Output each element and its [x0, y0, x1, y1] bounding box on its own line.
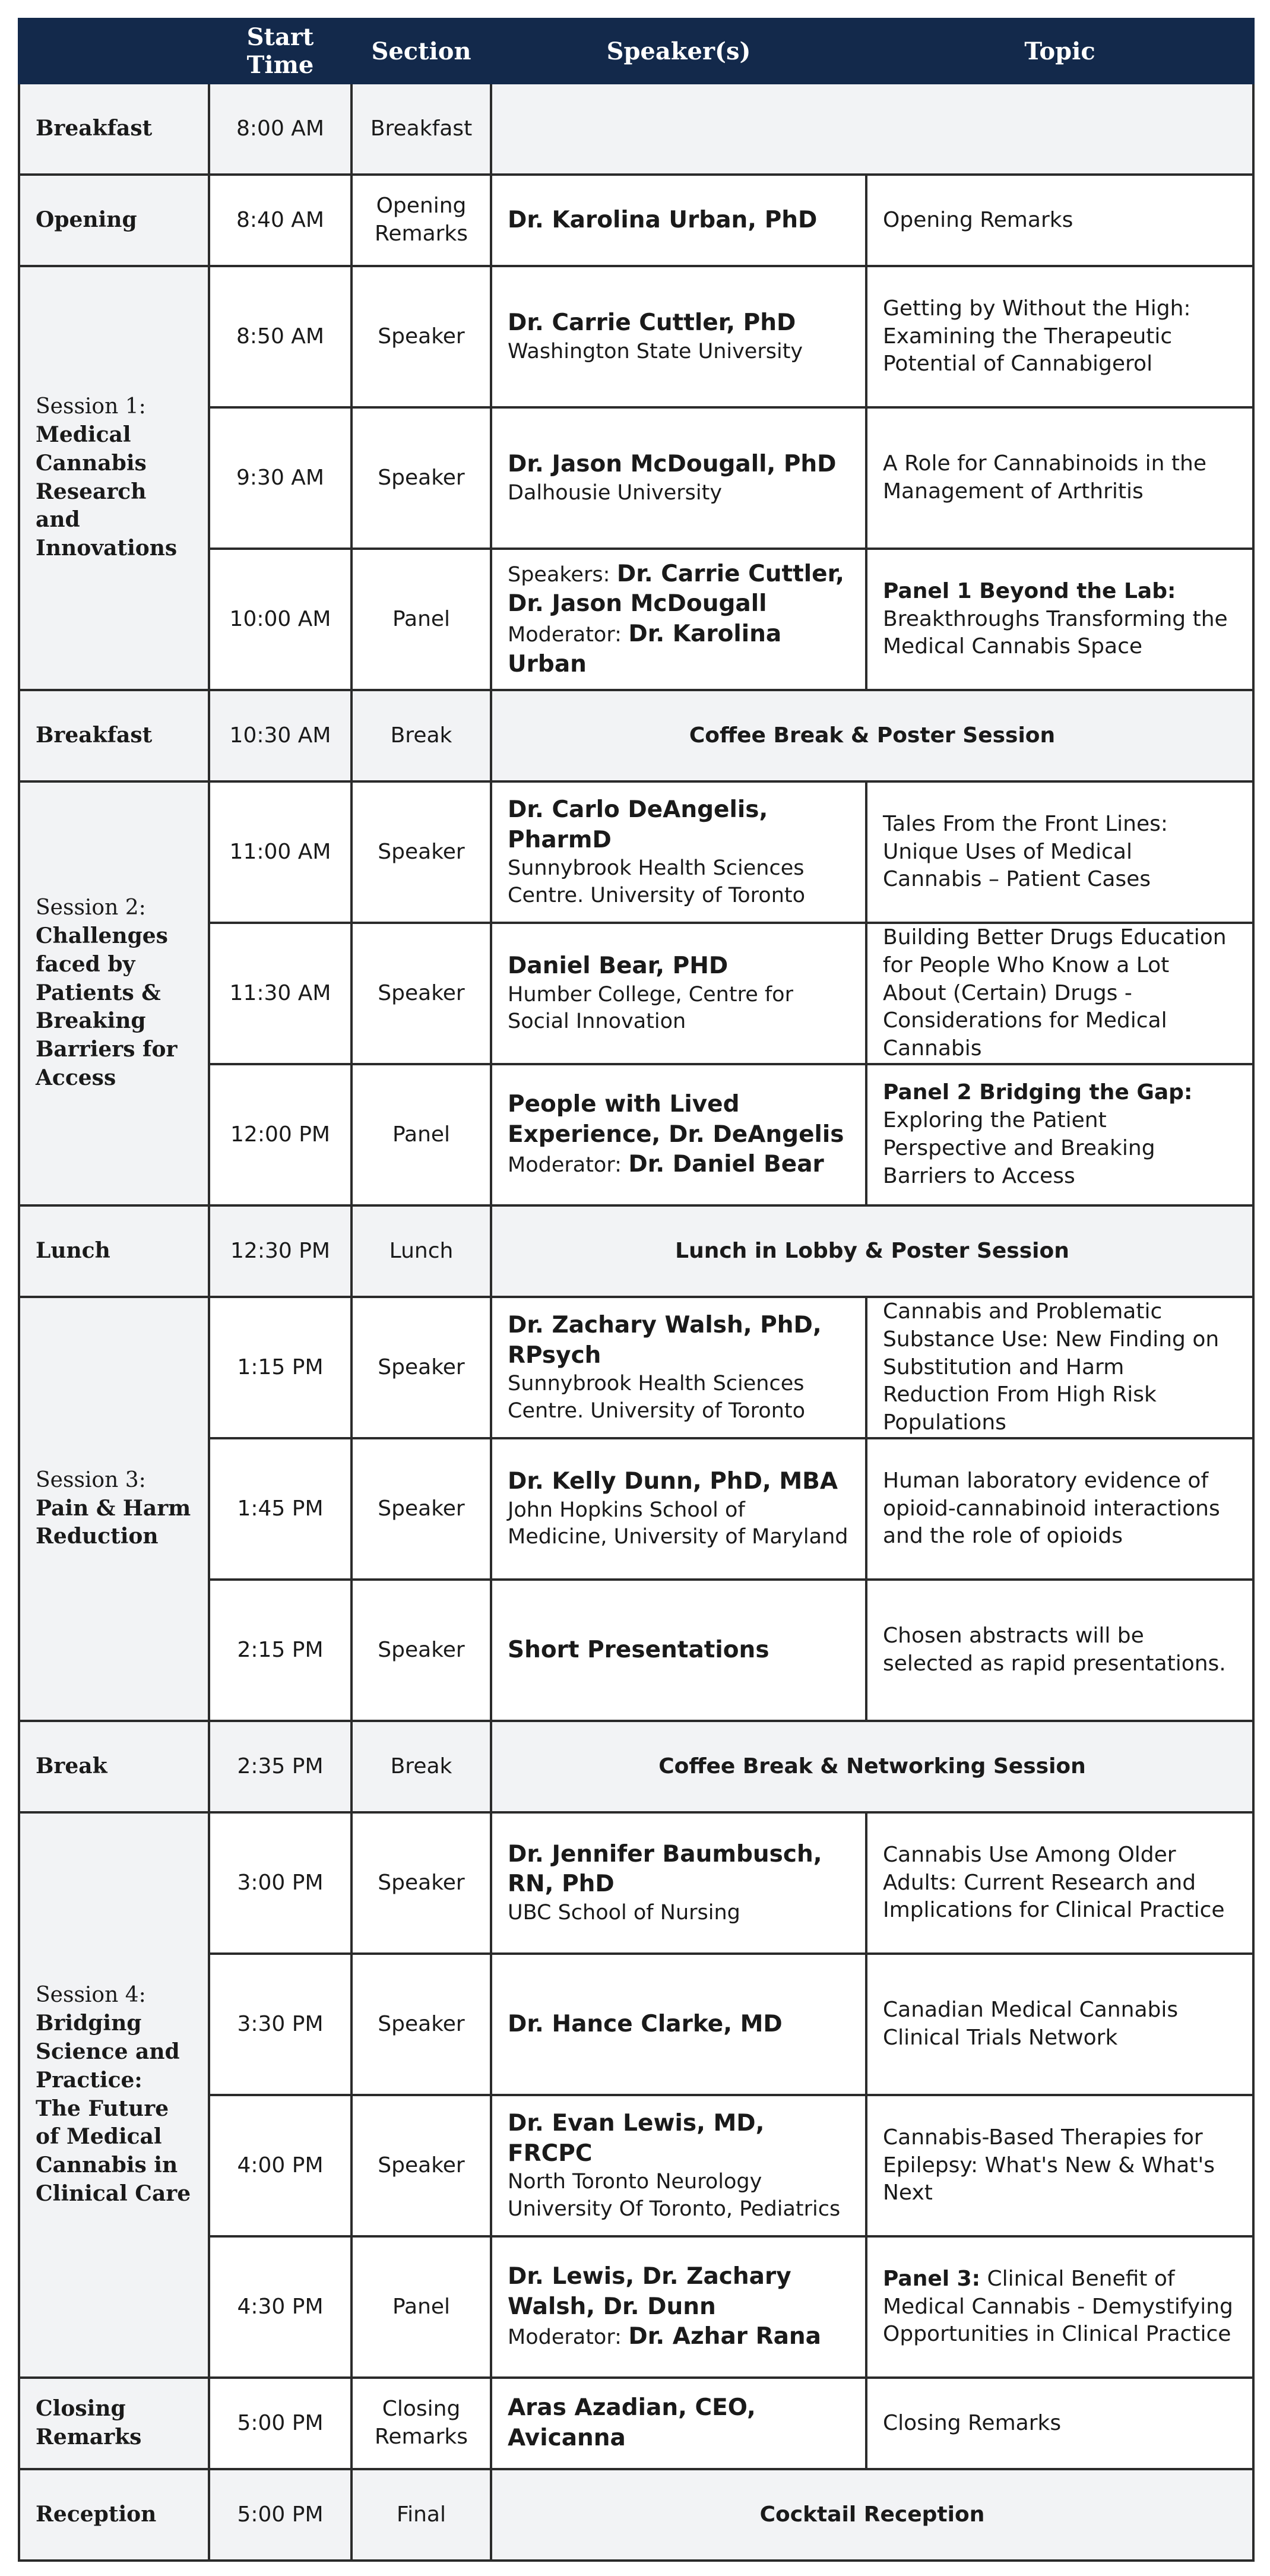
speaker-name: Dr. Carrie Cuttler, PhD	[508, 309, 796, 336]
session-number: Session 4:	[36, 1983, 146, 2008]
speakers-label: Speakers:	[508, 562, 610, 587]
moderator-label: Moderator:	[508, 2325, 622, 2350]
panel-title: Panel 2 Bridging the Gap:	[883, 1080, 1193, 1105]
topic-cell: Chosen abstracts will be selected as rapid presentations.	[866, 1580, 1253, 1721]
event-cell: Lunch in Lobby & Poster Session	[491, 1205, 1253, 1297]
speaker-name: Dr. Hance Clarke, MD	[508, 2010, 783, 2037]
block-label: Reception	[19, 2469, 209, 2561]
speaker-org: Sunnybrook Health Sciences Centre. University of Toronto	[508, 1372, 806, 1423]
empty-cell	[491, 83, 1253, 175]
schedule-wrapper	[18, 18, 1252, 2562]
speaker-cell	[491, 923, 866, 1064]
section-type: Speaker	[351, 2095, 491, 2236]
session-title: Medical Cannabis Research and Innovations	[36, 422, 178, 561]
header-start-time: Start Time	[209, 19, 351, 83]
start-time: 1:45 PM	[209, 1438, 351, 1580]
speaker-org: Sunnybrook Health Sciences Centre. University of Toronto	[508, 856, 806, 907]
panel-speakers: People with Lived Experience, Dr. DeAngelis	[508, 1090, 844, 1148]
start-time: 5:00 PM	[209, 2469, 351, 2561]
speaker-cell	[491, 2095, 866, 2236]
section-type: Speaker	[351, 266, 491, 407]
speaker-cell	[491, 2378, 866, 2469]
start-time: 12:30 PM	[209, 1205, 351, 1297]
topic-cell: Human laboratory evidence of opioid-cannabinoid interactions and the role of opioids	[866, 1438, 1253, 1580]
moderator-name: Dr. Daniel Bear	[628, 1151, 824, 1178]
topic-cell	[866, 2236, 1253, 2378]
start-time: 10:30 AM	[209, 690, 351, 781]
table-row	[19, 1205, 1253, 1297]
topic-cell: Tales From the Front Lines: Unique Uses of Medical Cannabis – Patient Cases	[866, 781, 1253, 923]
speaker-name: Dr. Jason McDougall, PhD	[508, 450, 837, 477]
table-row	[19, 175, 1253, 266]
block-label: Opening	[19, 175, 209, 266]
header-speakers: Speaker(s)	[491, 19, 866, 83]
speaker-name: Dr. Kelly Dunn, PhD, MBA	[508, 1468, 838, 1495]
speaker-cell	[491, 175, 866, 266]
panel-topic: Exploring the Patient Perspective and Breaking Barriers to Access	[883, 1108, 1155, 1188]
speaker-org: North Toronto Neurology University Of Toronto, Pediatrics	[508, 2170, 841, 2221]
topic-cell	[866, 1064, 1253, 1205]
session-title: Pain & Harm Reduction	[36, 1495, 191, 1549]
table-row	[19, 1812, 1253, 1954]
section-type: Speaker	[351, 1954, 491, 2095]
topic-cell	[866, 549, 1253, 690]
session-title: Bridging Science and Practice: The Future of Medical Cannabis in Clinical Care	[36, 2011, 191, 2206]
block-label: Lunch	[19, 1205, 209, 1297]
table-row	[19, 266, 1253, 407]
table-row	[19, 2469, 1253, 2561]
event-cell: Coffee Break & Poster Session	[491, 690, 1253, 781]
table-row	[19, 1721, 1253, 1812]
speaker-cell	[491, 1812, 866, 1954]
block-label: Break	[19, 1721, 209, 1812]
speaker-cell	[491, 1064, 866, 1205]
session-number: Session 1:	[36, 394, 146, 419]
start-time: 5:00 PM	[209, 2378, 351, 2469]
start-time: 11:30 AM	[209, 923, 351, 1064]
moderator-name: Dr. Azhar Rana	[628, 2323, 822, 2350]
session-number: Session 3:	[36, 1467, 146, 1492]
panel-title: Panel 3:	[883, 2266, 981, 2291]
block-label: Closing Remarks	[19, 2378, 209, 2469]
start-time: 9:30 AM	[209, 407, 351, 549]
session-label	[19, 1812, 209, 2378]
section-type: Break	[351, 1721, 491, 1812]
schedule-table	[18, 18, 1255, 2562]
speaker-cell	[491, 266, 866, 407]
section-type: Panel	[351, 549, 491, 690]
event-cell: Coffee Break & Networking Session	[491, 1721, 1253, 1812]
section-type: Speaker	[351, 1297, 491, 1438]
speaker-name: Dr. Zachary Walsh, PhD, RPsych	[508, 1311, 822, 1369]
speaker-org: Dalhousie University	[508, 480, 723, 505]
section-type: Closing Remarks	[351, 2378, 491, 2469]
topic-cell: Building Better Drugs Education for People Who Know a Lot About (Certain) Drugs - Considerations for Medical Cannabis	[866, 923, 1253, 1064]
header-row	[19, 19, 1253, 83]
start-time: 12:00 PM	[209, 1064, 351, 1205]
session-label	[19, 266, 209, 690]
section-type: Speaker	[351, 1580, 491, 1721]
speaker-name: Short Presentations	[508, 1636, 769, 1663]
speaker-org: Washington State University	[508, 339, 803, 363]
start-time: 8:50 AM	[209, 266, 351, 407]
moderator-name: Dr. Karolina Urban	[508, 621, 782, 678]
start-time: 8:00 AM	[209, 83, 351, 175]
start-time: 2:15 PM	[209, 1580, 351, 1721]
block-label: Breakfast	[19, 690, 209, 781]
section-type: Speaker	[351, 1438, 491, 1580]
topic-cell: Cannabis and Problematic Substance Use: New Finding on Substitution and Harm Reduction From High Risk Populations	[866, 1297, 1253, 1438]
speaker-name: Aras Azadian, CEO, Avicanna	[508, 2394, 756, 2451]
speaker-name: Dr. Karolina Urban, PhD	[508, 206, 818, 233]
speaker-name: Daniel Bear, PHD	[508, 952, 729, 980]
header-section: Section	[351, 19, 491, 83]
header-topic: Topic	[866, 19, 1253, 83]
panel-title: Panel 1 Beyond the Lab:	[883, 578, 1176, 603]
topic-cell: Cannabis Use Among Older Adults: Current Research and Implications for Clinical Practice	[866, 1812, 1253, 1954]
section-type: Lunch	[351, 1205, 491, 1297]
speaker-cell	[491, 2236, 866, 2378]
start-time: 3:30 PM	[209, 1954, 351, 2095]
panel-topic: Breakthroughs Transforming the Medical Cannabis Space	[883, 606, 1228, 659]
table-row	[19, 83, 1253, 175]
topic-cell: Opening Remarks	[866, 175, 1253, 266]
start-time: 4:30 PM	[209, 2236, 351, 2378]
speaker-org: Humber College, Centre for Social Innovation	[508, 982, 793, 1034]
table-row	[19, 1297, 1253, 1438]
header-block	[19, 19, 209, 83]
speaker-name: Dr. Carlo DeAngelis, PharmD	[508, 796, 768, 853]
topic-cell: Getting by Without the High: Examining the Therapeutic Potential of Cannabigerol	[866, 266, 1253, 407]
start-time: 4:00 PM	[209, 2095, 351, 2236]
table-row	[19, 2378, 1253, 2469]
moderator-label: Moderator:	[508, 623, 622, 647]
speaker-cell	[491, 1438, 866, 1580]
topic-cell: Closing Remarks	[866, 2378, 1253, 2469]
section-type: Opening Remarks	[351, 175, 491, 266]
speaker-cell	[491, 1954, 866, 2095]
topic-cell: Canadian Medical Cannabis Clinical Trials Network	[866, 1954, 1253, 2095]
speaker-name: Dr. Evan Lewis, MD, FRCPC	[508, 2109, 765, 2167]
start-time: 11:00 AM	[209, 781, 351, 923]
section-type: Panel	[351, 1064, 491, 1205]
speaker-cell	[491, 549, 866, 690]
panel-speakers: Dr. Lewis, Dr. Zachary Walsh, Dr. Dunn	[508, 2262, 791, 2320]
topic-cell: Cannabis-Based Therapies for Epilepsy: What's New & What's Next	[866, 2095, 1253, 2236]
speaker-cell	[491, 1580, 866, 1721]
start-time: 3:00 PM	[209, 1812, 351, 1954]
speaker-org: John Hopkins School of Medicine, University of Maryland	[508, 1498, 848, 1549]
speaker-name: Dr. Jennifer Baumbusch, RN, PhD	[508, 1840, 822, 1898]
session-label	[19, 1297, 209, 1721]
section-type: Break	[351, 690, 491, 781]
panel-speakers: Dr. Carrie Cuttler, Dr. Jason McDougall	[508, 560, 844, 618]
start-time: 2:35 PM	[209, 1721, 351, 1812]
table-row	[19, 690, 1253, 781]
speaker-org: UBC School of Nursing	[508, 1900, 740, 1925]
section-type: Speaker	[351, 923, 491, 1064]
start-time: 8:40 AM	[209, 175, 351, 266]
speaker-cell	[491, 407, 866, 549]
section-type: Speaker	[351, 1812, 491, 1954]
moderator-label: Moderator:	[508, 1153, 622, 1178]
block-label: Breakfast	[19, 83, 209, 175]
start-time: 10:00 AM	[209, 549, 351, 690]
event-cell: Cocktail Reception	[491, 2469, 1253, 2561]
section-type: Speaker	[351, 407, 491, 549]
section-type: Breakfast	[351, 83, 491, 175]
topic-cell: A Role for Cannabinoids in the Management of Arthritis	[866, 407, 1253, 549]
speaker-cell	[491, 1297, 866, 1438]
speaker-cell	[491, 781, 866, 923]
session-number: Session 2:	[36, 895, 146, 920]
start-time: 1:15 PM	[209, 1297, 351, 1438]
section-type: Final	[351, 2469, 491, 2561]
session-label	[19, 781, 209, 1205]
panel-topic: Clinical Benefit of Medical Cannabis - Demystifying Opportunities in Clinical Practice	[883, 2266, 1233, 2347]
section-type: Speaker	[351, 781, 491, 923]
session-title: Challenges faced by Patients & Breaking Barriers for Access	[36, 923, 178, 1090]
table-row	[19, 781, 1253, 923]
section-type: Panel	[351, 2236, 491, 2378]
